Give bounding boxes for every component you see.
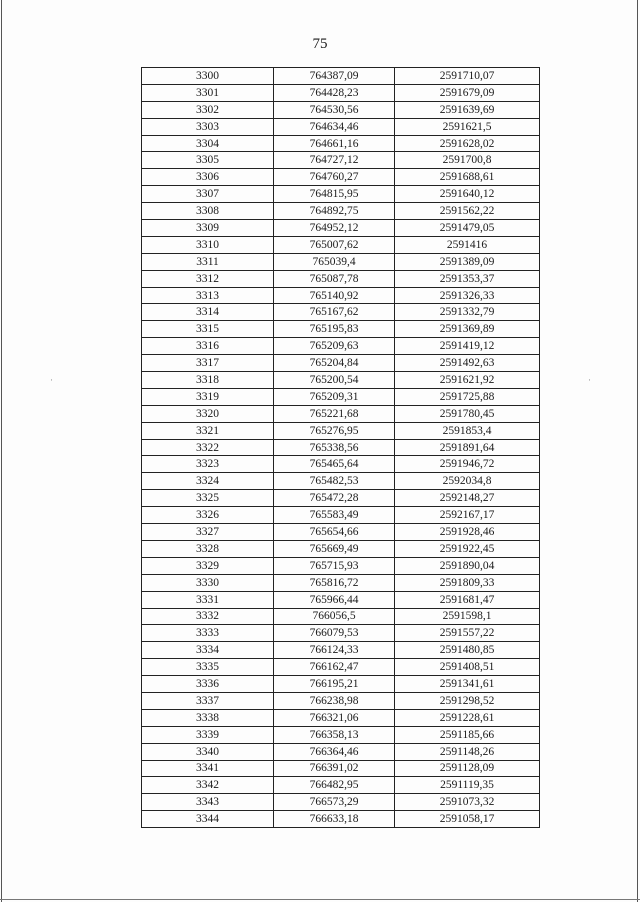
table-row	[142, 557, 540, 574]
point-number-cell: 3343	[142, 794, 274, 811]
point-number-cell: 3344	[142, 811, 274, 828]
point-number-cell: 3318	[142, 372, 274, 389]
table-row	[142, 625, 540, 642]
point-number-cell: 3327	[142, 524, 274, 541]
point-number-cell: 3331	[142, 591, 274, 608]
table-row	[142, 152, 540, 169]
x-coordinate-cell: 764634,46	[274, 118, 395, 135]
point-number-cell: 3320	[142, 405, 274, 422]
x-coordinate-cell: 765209,31	[274, 388, 395, 405]
y-coordinate-cell: 2591332,79	[395, 304, 540, 321]
y-coordinate-cell: 2591809,33	[395, 574, 540, 591]
y-coordinate-cell: 2591890,04	[395, 557, 540, 574]
point-number-cell: 3313	[142, 287, 274, 304]
x-coordinate-cell: 765167,62	[274, 304, 395, 321]
point-number-cell: 3303	[142, 118, 274, 135]
x-coordinate-cell: 765007,62	[274, 236, 395, 253]
left-edge-line	[1, 0, 2, 902]
x-coordinate-cell: 765276,95	[274, 422, 395, 439]
right-edge-line	[637, 0, 638, 902]
y-coordinate-cell: 2592148,27	[395, 490, 540, 507]
y-coordinate-cell: 2591185,66	[395, 726, 540, 743]
y-coordinate-cell: 2591681,47	[395, 591, 540, 608]
point-number-cell: 3325	[142, 490, 274, 507]
y-coordinate-cell: 2591621,92	[395, 372, 540, 389]
x-coordinate-cell: 766482,95	[274, 777, 395, 794]
x-coordinate-cell: 765816,72	[274, 574, 395, 591]
table-row	[142, 574, 540, 591]
table-row	[142, 304, 540, 321]
y-coordinate-cell: 2591228,61	[395, 709, 540, 726]
table-row	[142, 321, 540, 338]
x-coordinate-cell: 765715,93	[274, 557, 395, 574]
y-coordinate-cell: 2591058,17	[395, 811, 540, 828]
table-row	[142, 388, 540, 405]
x-coordinate-cell: 766573,29	[274, 794, 395, 811]
table-row	[142, 676, 540, 693]
point-number-cell: 3329	[142, 557, 274, 574]
table-row	[142, 743, 540, 760]
y-coordinate-cell: 2591353,37	[395, 270, 540, 287]
y-coordinate-cell: 2591725,88	[395, 388, 540, 405]
table-row	[142, 84, 540, 101]
x-coordinate-cell: 765338,56	[274, 439, 395, 456]
y-coordinate-cell: 2591326,33	[395, 287, 540, 304]
y-coordinate-cell: 2591679,09	[395, 84, 540, 101]
point-number-cell: 3309	[142, 220, 274, 237]
x-coordinate-cell: 765221,68	[274, 405, 395, 422]
x-coordinate-cell: 766321,06	[274, 709, 395, 726]
y-coordinate-cell: 2591562,22	[395, 203, 540, 220]
page-number: 75	[312, 36, 328, 52]
y-coordinate-cell: 2591480,85	[395, 642, 540, 659]
x-coordinate-cell: 766238,98	[274, 692, 395, 709]
point-number-cell: 3301	[142, 84, 274, 101]
bottom-edge-line	[0, 899, 640, 900]
x-coordinate-cell: 764387,09	[274, 68, 395, 85]
point-number-cell: 3302	[142, 101, 274, 118]
table-row	[142, 591, 540, 608]
table-row	[142, 169, 540, 186]
point-number-cell: 3340	[142, 743, 274, 760]
x-coordinate-cell: 765209,63	[274, 338, 395, 355]
point-number-cell: 3337	[142, 692, 274, 709]
coordinates-table	[141, 67, 540, 828]
table-row	[142, 794, 540, 811]
margin-mark-left: ·	[50, 375, 53, 385]
y-coordinate-cell: 2591341,61	[395, 676, 540, 693]
y-coordinate-cell: 2591780,45	[395, 405, 540, 422]
table-row	[142, 422, 540, 439]
x-coordinate-cell: 764760,27	[274, 169, 395, 186]
x-coordinate-cell: 766124,33	[274, 642, 395, 659]
table-row	[142, 372, 540, 389]
y-coordinate-cell: 2591621,5	[395, 118, 540, 135]
table-row	[142, 642, 540, 659]
table-row	[142, 355, 540, 372]
table-row	[142, 338, 540, 355]
y-coordinate-cell: 2591416	[395, 236, 540, 253]
table-row	[142, 608, 540, 625]
x-coordinate-cell: 765583,49	[274, 507, 395, 524]
point-number-cell: 3315	[142, 321, 274, 338]
point-number-cell: 3322	[142, 439, 274, 456]
y-coordinate-cell: 2591688,61	[395, 169, 540, 186]
point-number-cell: 3317	[142, 355, 274, 372]
coordinates-table-body	[142, 68, 540, 828]
y-coordinate-cell: 2591700,8	[395, 152, 540, 169]
x-coordinate-cell: 765140,92	[274, 287, 395, 304]
table-row	[142, 524, 540, 541]
point-number-cell: 3341	[142, 760, 274, 777]
point-number-cell: 3300	[142, 68, 274, 85]
y-coordinate-cell: 2591073,32	[395, 794, 540, 811]
x-coordinate-cell: 765482,53	[274, 473, 395, 490]
margin-mark-right: ·	[588, 375, 591, 385]
table-row	[142, 507, 540, 524]
point-number-cell: 3321	[142, 422, 274, 439]
point-number-cell: 3308	[142, 203, 274, 220]
table-row	[142, 811, 540, 828]
y-coordinate-cell: 2591479,05	[395, 220, 540, 237]
y-coordinate-cell: 2591598,1	[395, 608, 540, 625]
point-number-cell: 3323	[142, 456, 274, 473]
y-coordinate-cell: 2591639,69	[395, 101, 540, 118]
point-number-cell: 3319	[142, 388, 274, 405]
table-row	[142, 456, 540, 473]
x-coordinate-cell: 765039,4	[274, 253, 395, 270]
x-coordinate-cell: 764661,16	[274, 135, 395, 152]
y-coordinate-cell: 2591492,63	[395, 355, 540, 372]
x-coordinate-cell: 765204,84	[274, 355, 395, 372]
x-coordinate-cell: 766162,47	[274, 659, 395, 676]
x-coordinate-cell: 765654,66	[274, 524, 395, 541]
y-coordinate-cell: 2591298,52	[395, 692, 540, 709]
y-coordinate-cell: 2591419,12	[395, 338, 540, 355]
table-row	[142, 203, 540, 220]
point-number-cell: 3334	[142, 642, 274, 659]
point-number-cell: 3304	[142, 135, 274, 152]
y-coordinate-cell: 2591922,45	[395, 540, 540, 557]
x-coordinate-cell: 764952,12	[274, 220, 395, 237]
table-row	[142, 405, 540, 422]
table-row	[142, 540, 540, 557]
point-number-cell: 3316	[142, 338, 274, 355]
y-coordinate-cell: 2591628,02	[395, 135, 540, 152]
table-row	[142, 253, 540, 270]
y-coordinate-cell: 2591119,35	[395, 777, 540, 794]
table-row	[142, 726, 540, 743]
table-row	[142, 101, 540, 118]
y-coordinate-cell: 2591148,26	[395, 743, 540, 760]
y-coordinate-cell: 2591640,12	[395, 186, 540, 203]
table-row	[142, 118, 540, 135]
x-coordinate-cell: 766391,02	[274, 760, 395, 777]
table-row	[142, 490, 540, 507]
point-number-cell: 3335	[142, 659, 274, 676]
point-number-cell: 3338	[142, 709, 274, 726]
x-coordinate-cell: 764530,56	[274, 101, 395, 118]
y-coordinate-cell: 2591928,46	[395, 524, 540, 541]
table-row	[142, 270, 540, 287]
y-coordinate-cell: 2592167,17	[395, 507, 540, 524]
x-coordinate-cell: 765669,49	[274, 540, 395, 557]
point-number-cell: 3326	[142, 507, 274, 524]
table-row	[142, 692, 540, 709]
y-coordinate-cell: 2591369,89	[395, 321, 540, 338]
point-number-cell: 3342	[142, 777, 274, 794]
y-coordinate-cell: 2591128,09	[395, 760, 540, 777]
point-number-cell: 3324	[142, 473, 274, 490]
y-coordinate-cell: 2591891,64	[395, 439, 540, 456]
y-coordinate-cell: 2591853,4	[395, 422, 540, 439]
x-coordinate-cell: 764727,12	[274, 152, 395, 169]
table-row	[142, 760, 540, 777]
x-coordinate-cell: 765200,54	[274, 372, 395, 389]
table-row	[142, 473, 540, 490]
table-row	[142, 777, 540, 794]
x-coordinate-cell: 765966,44	[274, 591, 395, 608]
point-number-cell: 3307	[142, 186, 274, 203]
y-coordinate-cell: 2591389,09	[395, 253, 540, 270]
table-row	[142, 659, 540, 676]
point-number-cell: 3339	[142, 726, 274, 743]
table-row	[142, 186, 540, 203]
x-coordinate-cell: 765195,83	[274, 321, 395, 338]
table-row	[142, 709, 540, 726]
x-coordinate-cell: 764428,23	[274, 84, 395, 101]
point-number-cell: 3306	[142, 169, 274, 186]
point-number-cell: 3305	[142, 152, 274, 169]
y-coordinate-cell: 2591710,07	[395, 68, 540, 85]
table-row	[142, 439, 540, 456]
x-coordinate-cell: 766056,5	[274, 608, 395, 625]
point-number-cell: 3330	[142, 574, 274, 591]
point-number-cell: 3336	[142, 676, 274, 693]
point-number-cell: 3311	[142, 253, 274, 270]
point-number-cell: 3312	[142, 270, 274, 287]
x-coordinate-cell: 765087,78	[274, 270, 395, 287]
y-coordinate-cell: 2591946,72	[395, 456, 540, 473]
table-row	[142, 135, 540, 152]
point-number-cell: 3332	[142, 608, 274, 625]
x-coordinate-cell: 766358,13	[274, 726, 395, 743]
point-number-cell: 3333	[142, 625, 274, 642]
y-coordinate-cell: 2592034,8	[395, 473, 540, 490]
table-row	[142, 287, 540, 304]
point-number-cell: 3310	[142, 236, 274, 253]
y-coordinate-cell: 2591557,22	[395, 625, 540, 642]
x-coordinate-cell: 766079,53	[274, 625, 395, 642]
table-row	[142, 68, 540, 85]
x-coordinate-cell: 764815,95	[274, 186, 395, 203]
x-coordinate-cell: 765472,28	[274, 490, 395, 507]
point-number-cell: 3314	[142, 304, 274, 321]
x-coordinate-cell: 766195,21	[274, 676, 395, 693]
table-row	[142, 220, 540, 237]
point-number-cell: 3328	[142, 540, 274, 557]
x-coordinate-cell: 765465,64	[274, 456, 395, 473]
y-coordinate-cell: 2591408,51	[395, 659, 540, 676]
x-coordinate-cell: 766633,18	[274, 811, 395, 828]
x-coordinate-cell: 766364,46	[274, 743, 395, 760]
x-coordinate-cell: 764892,75	[274, 203, 395, 220]
table-row	[142, 236, 540, 253]
